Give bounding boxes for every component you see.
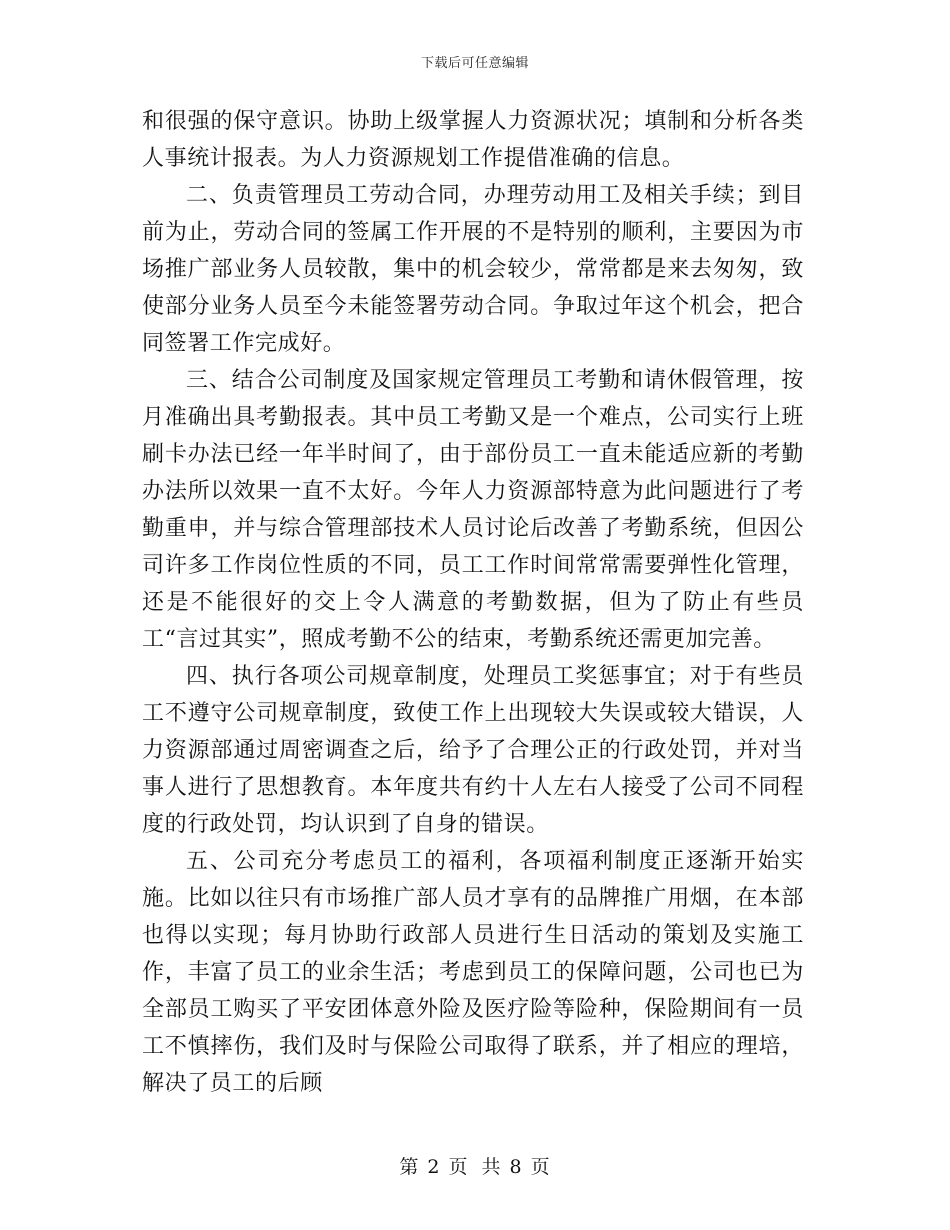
paragraph-employee-welfare: 五、公司充分考虑员工的福利，各项福利制度正逐渐开始实施。比如以往只有市场推广部人员才享有的品牌推广用烟，在本部也得以实现；每月协助行政部人员进行生日活动的策划及实施工作，丰富了员工的业余生活；考虑到员工的保障问题，公司也已为全部员工购买了平安团体意外险及医疗险等险种，保险期间有一员工不慎摔伤，我们及时与保险公司取得了联系，并了相应的理培，解决了员工的后顾 <box>142 849 804 1096</box>
page-footer <box>0 1152 950 1179</box>
paragraph-continuation: 和很强的保守意识。协助上级掌握人力资源状况；填制和分析各类人事统计报表。为人力资源规划工作提借准确的信息。 <box>142 109 804 171</box>
paragraph-rules-discipline: 四、执行各项公司规章制度，处理员工奖惩事宜；对于有些员工不遵守公司规章制度，致使工作上出现较大失误或较大错误，人力资源部通过周密调查之后，给予了合理公正的行政处罚，并对当事人进行了思想教育。本年度共有约十人左右人接受了公司不同程度的行政处罚，均认识到了自身的错误。 <box>142 664 804 837</box>
page-header: 下载后可任意编辑 <box>420 56 529 71</box>
document-body <box>142 103 804 1102</box>
paragraph-attendance: 三、结合公司制度及国家规定管理员工考勤和请休假管理，按月准确出具考勤报表。其中员工考勤又是一个难点，公司实行上班刷卡办法已经一年半时间了，由于部份员工一直未能适应新的考勤办法所以效果一直不太好。今年人力资源部特意为此问题进行了考勤重申，并与综合管理部技术人员讨论后改善了考勤系统，但因公司许多工作岗位性质的不同，员工工作时间常常需要弹性化管理，还是不能很好的交上令人满意的考勤数据，但为了防止有些员工“言过其实”，照成考勤不公的结束，考勤系统还需更加完善。 <box>142 368 804 652</box>
footer-suffix: 页 <box>530 1156 551 1178</box>
footer-middle: 页 共 <box>448 1156 502 1178</box>
footer-total-pages: 8 <box>509 1156 523 1178</box>
footer-prefix: 第 <box>399 1156 420 1178</box>
paragraph-labor-contracts: 二、负责管理员工劳动合同，办理劳动用工及相关手续；到目前为止，劳动合同的签属工作开展的不是特别的顺利，主要因为市场推广部业务人员较散，集中的机会较少，常常都是来去匆匆，致使部分业务人员至今未能签署劳动合同。争取过年这个机会，把合同签署工作完成好。 <box>142 183 804 356</box>
footer-current-page: 2 <box>427 1156 441 1178</box>
